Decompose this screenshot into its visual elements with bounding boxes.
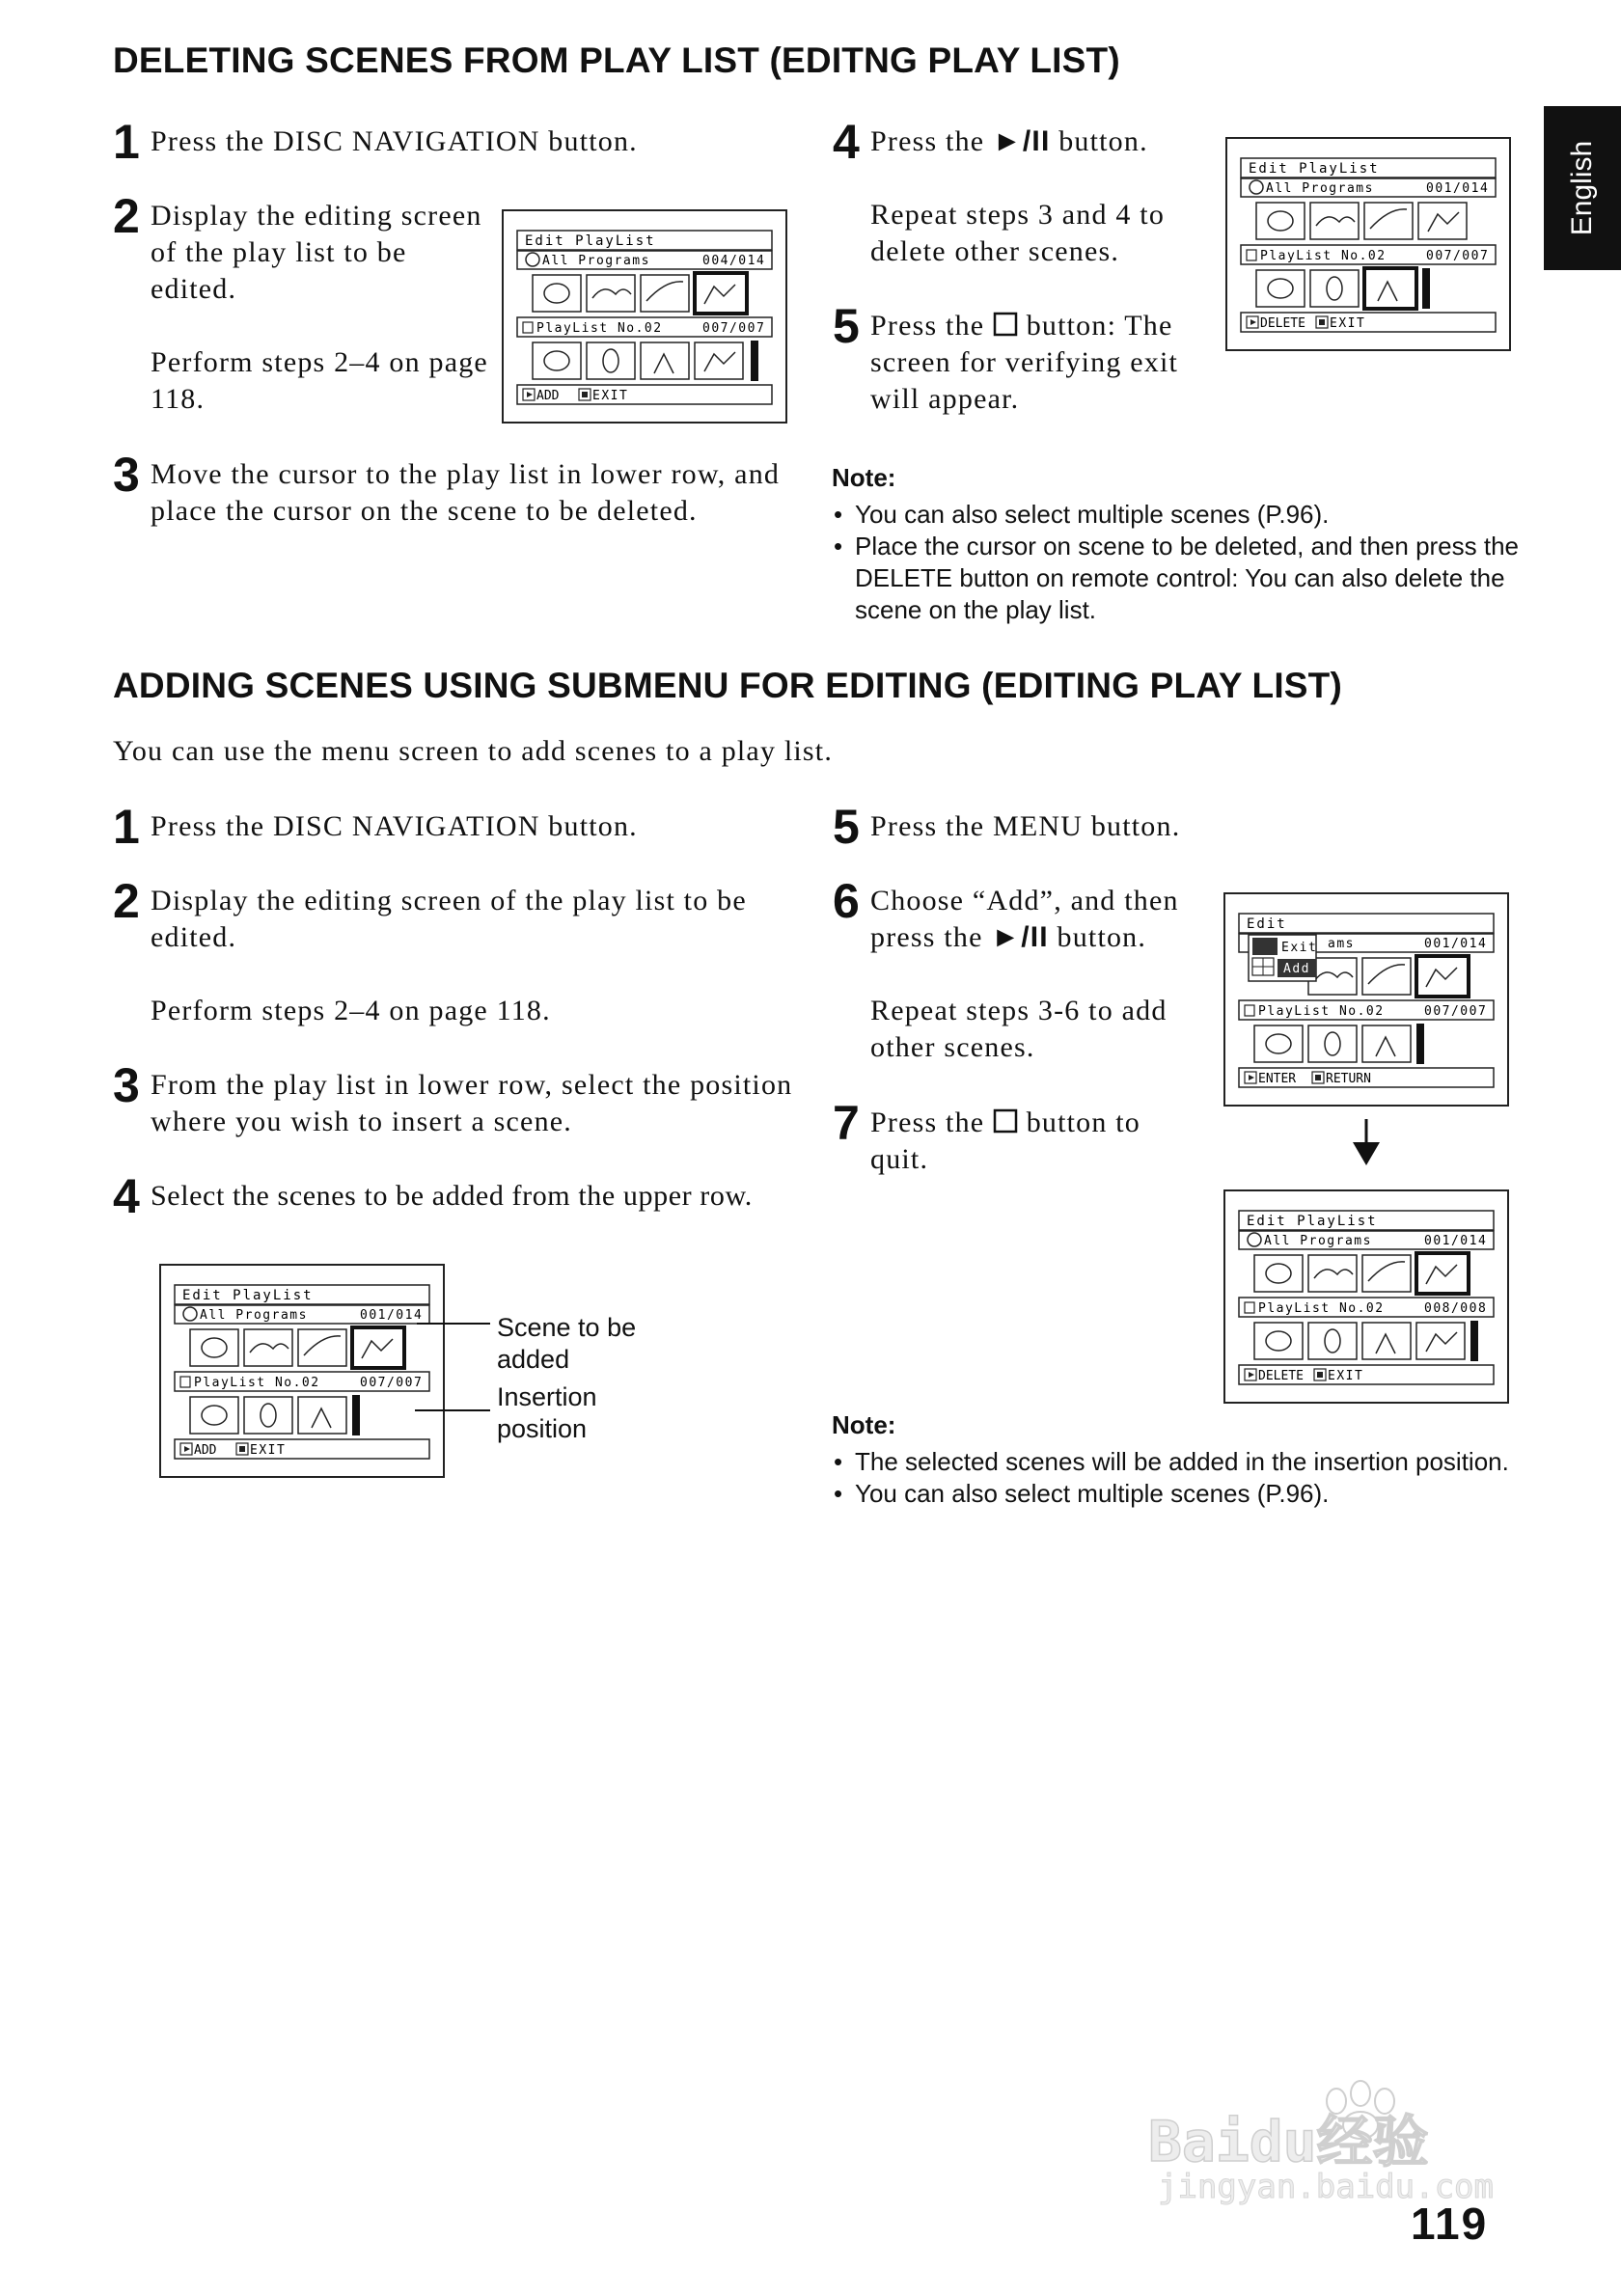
bottom-row-label: PlayList No.02 xyxy=(536,321,663,336)
submenu-item-add: Add xyxy=(1283,962,1310,976)
submenu-item-exit: Exit xyxy=(1281,941,1318,955)
step-text: Choose “Add”, and then press the xyxy=(870,885,1179,953)
bottom-row-count: 007/007 xyxy=(1424,1004,1488,1019)
s2-step-3 xyxy=(113,1058,808,1140)
watermark-url: jingyan.baidu.com xyxy=(1158,2168,1494,2206)
note-list xyxy=(832,499,1526,626)
step-text: button. xyxy=(1057,921,1147,953)
step-text: Display the editing screen of the play list to be edited. xyxy=(151,200,482,305)
section1-note xyxy=(832,463,1526,626)
top-row-count: 001/014 xyxy=(1426,181,1490,196)
step-number: 2 xyxy=(113,189,140,243)
s2-step-7 xyxy=(833,1096,1180,1178)
step-number: 7 xyxy=(833,1096,860,1150)
step-number: 1 xyxy=(113,800,140,854)
step-number: 2 xyxy=(113,874,140,928)
screen-header: Edit PlayList xyxy=(1247,1214,1378,1229)
top-row-label: All Programs xyxy=(200,1308,308,1323)
s2-step-2 xyxy=(113,874,808,1029)
screen-edit-playlist-result xyxy=(1223,1189,1509,1404)
bottom-row-label: PlayList No.02 xyxy=(1260,249,1387,263)
top-row-label: All Programs xyxy=(1264,1234,1372,1248)
action2-label: EXIT xyxy=(250,1443,287,1458)
step-number: 1 xyxy=(113,115,140,169)
top-row-label: All Programs xyxy=(1266,181,1374,196)
baidu-watermark xyxy=(1148,2072,1534,2207)
s1-step-3 xyxy=(113,448,798,530)
callout-lines xyxy=(415,1312,492,1428)
action1-label: ADD xyxy=(536,389,560,403)
action2-label: EXIT xyxy=(1330,316,1366,331)
s1-step-5 xyxy=(833,299,1199,418)
screen-edit-playlist-add xyxy=(502,209,787,424)
s2-step-1 xyxy=(113,800,808,854)
note-item: • Place the cursor on scene to be deleted, and then press the DELETE button on remote control: You can also delete the scene on the play list. xyxy=(832,531,1526,626)
callout-insertion-position: Insertion position xyxy=(497,1382,597,1443)
step-subtext: Repeat steps 3 and 4 to delete other scenes. xyxy=(870,199,1166,267)
screen-header: Edit xyxy=(1247,916,1287,932)
stop-square-icon xyxy=(993,1108,1018,1134)
section2-intro: You can use the menu screen to add scenes to a play list. xyxy=(113,735,834,767)
top-row-label: ams xyxy=(1328,937,1355,951)
step-text: Move the cursor to the play list in lower row, and place the cursor on the scene to be deleted. xyxy=(151,458,781,527)
play-pause-glyph: ►/II xyxy=(991,921,1049,953)
screen-header: Edit PlayList xyxy=(182,1288,314,1303)
step-number: 3 xyxy=(113,448,140,502)
step-text: button to quit. xyxy=(870,1107,1141,1175)
step-text: Press the xyxy=(870,310,985,342)
s2-step-6 xyxy=(833,874,1219,1066)
screen-header: Edit PlayList xyxy=(1249,161,1380,177)
step-number: 3 xyxy=(113,1058,140,1112)
step-number: 6 xyxy=(833,874,860,928)
step-text: Select the scenes to be added from the upper row. xyxy=(151,1180,753,1212)
step-subtext: Perform steps 2–4 on page 118. xyxy=(151,346,488,415)
step-text: Press the DISC NAVIGATION button. xyxy=(151,810,638,842)
bottom-row-count: 007/007 xyxy=(360,1376,424,1390)
step-number: 5 xyxy=(833,299,860,353)
callout-scene-to-be-added: Scene to be added xyxy=(497,1313,637,1374)
top-row-count: 001/014 xyxy=(1424,1234,1488,1248)
bottom-row-label: PlayList No.02 xyxy=(194,1376,320,1390)
step-number: 4 xyxy=(113,1169,140,1223)
step-text: Press the DISC NAVIGATION button. xyxy=(151,125,638,157)
top-row-label: All Programs xyxy=(542,254,650,268)
top-row-count: 001/014 xyxy=(360,1308,424,1323)
screen-edit-playlist-delete xyxy=(1225,137,1511,351)
arrow-down-icon xyxy=(1351,1119,1382,1167)
page-number: 119 xyxy=(1411,2199,1489,2249)
s1-step-4 xyxy=(833,115,1199,270)
action1-label: DELETE xyxy=(1260,316,1305,331)
note-item: • You can also select multiple scenes (P.96). xyxy=(832,1478,1526,1510)
s1-step-1 xyxy=(113,115,788,169)
bottom-row-label: PlayList No.02 xyxy=(1258,1301,1385,1316)
step-text: Press the xyxy=(870,125,985,157)
bottom-row-count: 007/007 xyxy=(1426,249,1490,263)
step-text: button: The screen for verifying exit will appear. xyxy=(870,310,1179,415)
action1-label: ENTER xyxy=(1258,1072,1297,1086)
action1-label: DELETE xyxy=(1258,1369,1304,1383)
top-row-count: 001/014 xyxy=(1424,937,1488,951)
language-tab-label: English xyxy=(1566,140,1598,236)
step-text: From the play list in lower row, select the position where you wish to insert a scene. xyxy=(151,1069,793,1137)
section1-heading: DELETING SCENES FROM PLAY LIST (EDITNG PLAY LIST) xyxy=(113,41,1120,80)
section2-heading: ADDING SCENES USING SUBMENU FOR EDITING (EDITING PLAY LIST) xyxy=(113,666,1343,705)
screen-header: Edit PlayList xyxy=(525,233,656,249)
step-subtext: Perform steps 2–4 on page 118. xyxy=(151,995,551,1026)
step-subtext: Repeat steps 3-6 to add other scenes. xyxy=(870,995,1168,1063)
s1-step-2 xyxy=(113,189,495,418)
bottom-row-label: PlayList No.02 xyxy=(1258,1004,1385,1019)
note-title: Note: xyxy=(832,463,896,492)
stop-square-icon xyxy=(993,312,1018,337)
top-row-count: 004/014 xyxy=(702,254,766,268)
step-number: 5 xyxy=(833,800,860,854)
s2-step-4 xyxy=(113,1169,827,1223)
step-text: Display the editing screen of the play list to be edited. xyxy=(151,885,747,953)
step-text: Press the xyxy=(870,1107,985,1138)
play-pause-glyph: ►/II xyxy=(993,125,1051,157)
bottom-row-count: 007/007 xyxy=(702,321,766,336)
screen-edit-playlist-insert xyxy=(159,1264,445,1478)
step-number: 4 xyxy=(833,115,860,169)
step-text: Press the MENU button. xyxy=(870,810,1181,842)
action2-label: RETURN xyxy=(1326,1072,1371,1086)
bottom-row-count: 008/008 xyxy=(1424,1301,1488,1316)
note-item: • The selected scenes will be added in the insertion position. xyxy=(832,1446,1526,1478)
s2-step-5 xyxy=(833,800,1219,854)
watermark-brand: Baidu经验 xyxy=(1148,2109,1429,2174)
note-list xyxy=(832,1446,1526,1510)
note-item: • You can also select multiple scenes (P.96). xyxy=(832,499,1526,531)
language-tab xyxy=(1544,106,1621,270)
action2-label: EXIT xyxy=(592,389,629,403)
action1-label: ADD xyxy=(194,1443,217,1458)
action2-label: EXIT xyxy=(1328,1369,1364,1383)
screen-edit-submenu xyxy=(1223,892,1509,1107)
section2-note xyxy=(832,1410,1526,1510)
step-text: button. xyxy=(1058,125,1148,157)
note-title: Note: xyxy=(832,1410,896,1439)
